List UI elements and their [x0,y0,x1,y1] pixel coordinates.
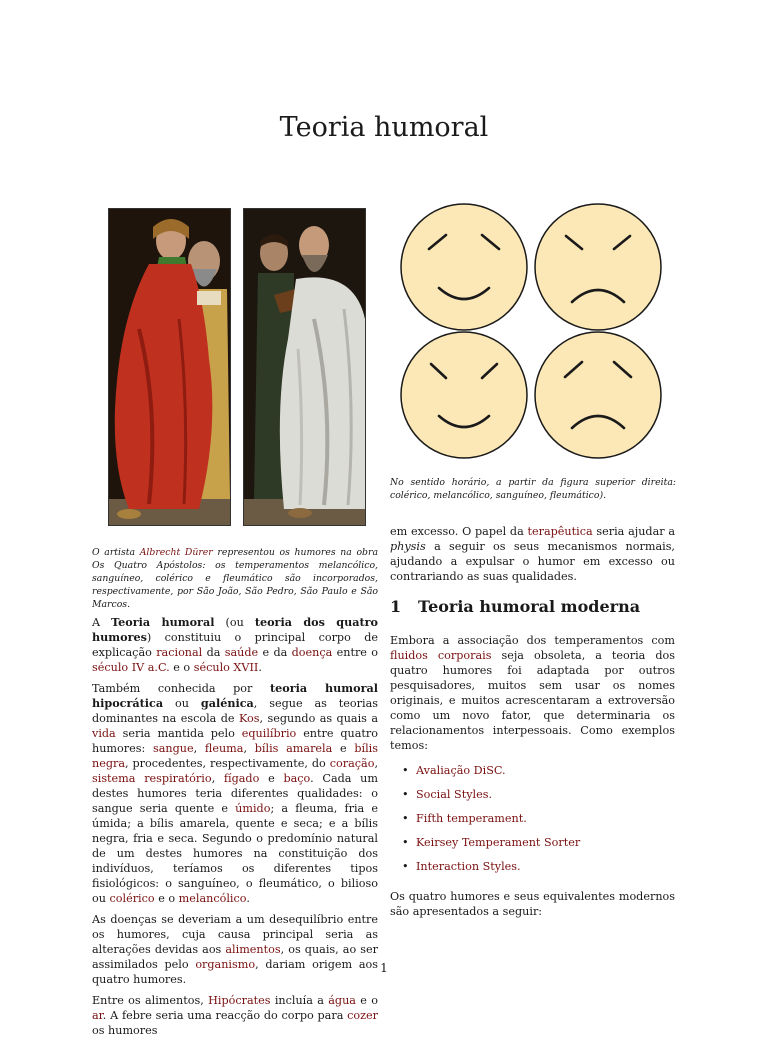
painting-left-panel [108,208,231,526]
link-albrecht-durer[interactable]: Albrecht Dürer [139,547,213,558]
page-number: 1 [380,961,388,975]
link-interaction-styles[interactable]: Interaction Styles. [416,860,521,873]
link-saude[interactable]: saúde [224,646,259,659]
link-alimentos[interactable]: alimentos [225,943,281,956]
link-hipocrates[interactable]: Hipócrates [208,994,271,1007]
face-bottom-right-icon [535,332,661,458]
link-figado[interactable]: fígado [223,772,260,785]
link-bilis-amarela[interactable]: bílis amarela [254,742,333,755]
link-baco[interactable]: baço [283,772,311,785]
figure-caption-right: No sentido horário, a partir da figura superior direita: colérico, melancólico, sanguíneo, fleumático). [390,477,676,501]
link-agua[interactable]: água [328,994,356,1007]
link-colerico[interactable]: colérico [109,892,155,905]
link-organismo[interactable]: organismo [195,958,256,971]
link-racional[interactable]: racional [156,646,203,659]
paragraph-hippocratic: Também conhecida por teoria humoral hipocrática ou galénica, segue as teorias dominantes na escola de Kos, segundo as quais a vida seria mantida pelo equilíbrio entre quatro humores: sangue, fleuma, bílis amarela e bílis negra, procedentes, respectivamente, do coração, sistema respiratório, fígado e baço. Cada um destes humores teria diferentes qualidades: o sangue seria quente e úmido; a fleuma, fria e úmida; a bílis amarela, quente e seca; e a bílis negra, fria e seca. Segundo o predomínio natural de um destes humores na constituição dos indivíduos, teríamos os diferentes tipos fisiológicos: o sanguíneo, o fleumático, o bilioso ou colérico e o melancólico. [92,681,378,905]
link-cozer[interactable]: cozer [347,1009,378,1022]
right-column [390,524,675,590]
link-sistema-respiratorio[interactable]: sistema respiratório [92,772,212,785]
link-melancolico[interactable]: melancólico [178,892,247,905]
painting-apostles-john-peter [109,209,230,525]
face-bottom-left-icon [401,332,527,458]
list-item [390,859,675,883]
paragraph-modern: Embora a associação dos temperamentos com fluidos corporais seja obsoleta, a teoria dos quatro humores foi adaptada por outros pesquisadores, muitos sem usar os nomes originais, e muitos acrescentaram a extroversão como um novo fator, que determinaria os relacionamentos interpessoais. Como exemplos temos: [390,634,675,752]
link-ar[interactable]: ar [92,1009,103,1022]
link-bilis-negra[interactable]: bílis negra [92,742,378,770]
list-item [390,835,675,859]
link-fleuma[interactable]: fleuma [204,742,244,755]
paragraph-foods: Entre os alimentos, Hipócrates incluía a água e o ar. A febre seria uma reacção do corpo para cozer os humores [92,994,378,1037]
link-vida[interactable]: vida [92,727,116,740]
section-title: Teoria humoral moderna [418,597,641,616]
link-umido[interactable]: úmido [235,802,271,815]
paragraph-equivalents: Os quatro humores e seus equivalentes modernos são apresentados a seguir: [390,890,675,918]
link-fluidos-corporais[interactable]: fluidos corporais [390,649,492,662]
link-fifth-temperament[interactable]: Fifth temperament. [416,812,527,825]
link-equilibrio[interactable]: equilíbrio [241,727,297,740]
section-heading-teoria-humoral-moderna [390,597,675,616]
face-top-right-icon [535,204,661,330]
section-number: 1 [390,597,402,616]
link-avaliacao-disc[interactable]: Avaliação DiSC. [416,764,506,777]
link-terapeutica[interactable]: terapêutica [527,525,593,538]
right-column-lower [390,633,675,925]
four-temperaments-faces [396,202,670,462]
examples-list [390,763,675,883]
link-keirsey-temperament-sorter[interactable]: Keirsey Temperament Sorter [416,836,581,849]
page-title: Teoria humoral [279,112,489,143]
paragraph-therapeutics: em excesso. O papel da terapêutica seria ajudar a physis a seguir os seus mecanismos normais, ajudando a expulsar o humor em excesso ou contrariando as suas qualidades. [390,525,675,583]
list-item [390,787,675,811]
paragraph-intro: A Teoria humoral (ou teoria dos quatro humores) constituiu o principal corpo de explicação racional da saúde e da doença entre o século IV a.C. e o século XVII. [92,615,378,674]
list-item [390,811,675,835]
link-doenca[interactable]: doença [291,646,333,659]
link-coracao[interactable]: coração [329,757,375,770]
link-seculo-iv[interactable]: século IV a.C. [92,661,170,674]
left-column [92,615,378,1044]
link-kos[interactable]: Kos [238,712,260,725]
painting-right-panel [243,208,366,526]
face-top-left-icon [401,204,527,330]
link-social-styles[interactable]: Social Styles. [416,788,493,801]
link-sangue[interactable]: sangue [152,742,194,755]
link-seculo-xvii[interactable]: século XVII [193,661,259,674]
figure-caption-left: O artista Albrecht Dürer representou os humores na obra Os Quatro Apóstolos: os temperamentos melancólico, sanguíneo, colérico e fleumático são incorporados, respectivamente, por São João, São Pedro, São Paulo e São Marcos. [92,547,378,610]
paragraph-diseases: As doenças se deveriam a um desequilíbrio entre os humores, cuja causa principal seria as alterações devidas aos alimentos, os quais, ao ser assimilados pelo organismo, dariam origem aos quatro humores. [92,913,378,986]
list-item [390,763,675,787]
painting-apostles-mark-paul [244,209,365,525]
